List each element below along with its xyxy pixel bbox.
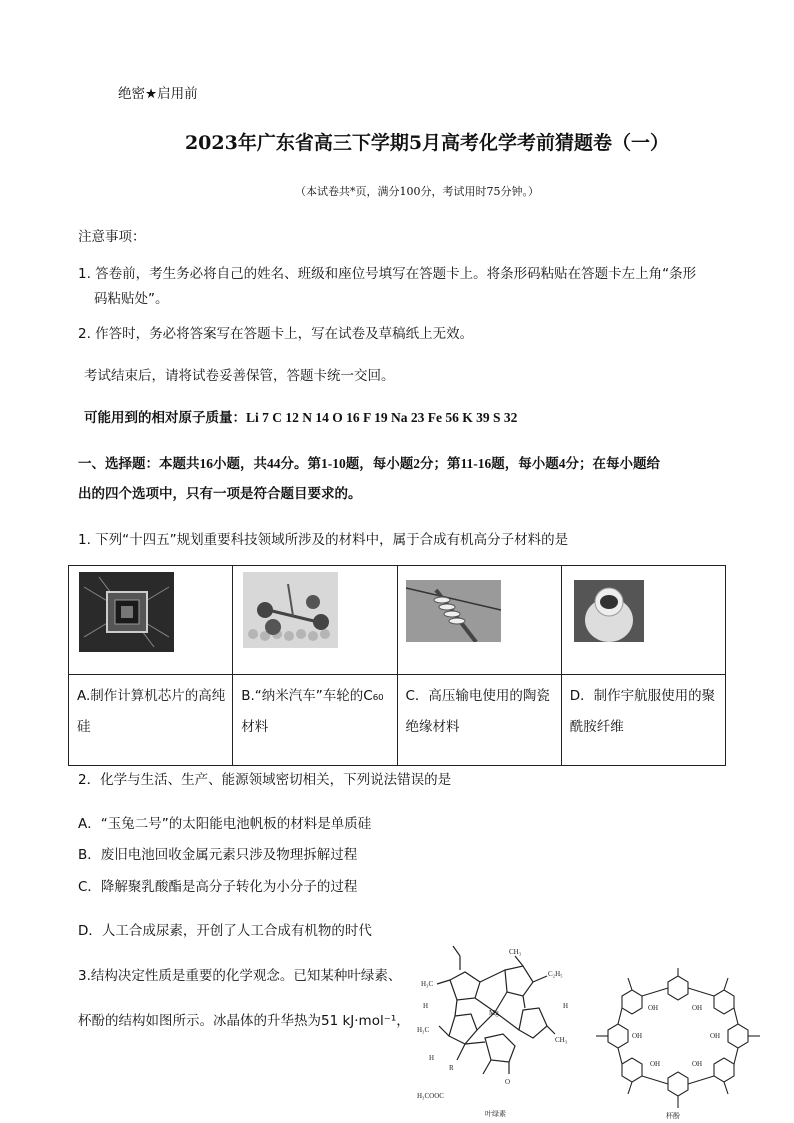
calixarene-structure bbox=[592, 968, 768, 1120]
atomic-masses: 可能用到的相对原子质量：Li 7 C 12 N 14 O 16 F 19 Na 23 Fe 56 K 39 S 32 bbox=[84, 410, 518, 425]
option-a-image-cell bbox=[69, 566, 233, 675]
spacesuit-image bbox=[574, 580, 644, 642]
chlorophyll-structure bbox=[405, 942, 595, 1120]
chl-label-h-right: H bbox=[563, 1002, 569, 1010]
chl-label-h-left: H bbox=[423, 1002, 429, 1010]
chlorophyll-caption: 叶绿素 bbox=[485, 1110, 506, 1118]
calix-oh-2: OH bbox=[692, 1004, 703, 1012]
chl-label-mg: Mg bbox=[489, 1009, 499, 1017]
question-1-stem: 1. 下列“十四五”规划重要科技领域所涉及的材料中，属于合成有机高分子材料的是 bbox=[78, 532, 569, 548]
chl-label-r: R bbox=[449, 1064, 454, 1072]
section-1-line-2: 出的四个选项中，只有一项是符合题目要求的。 bbox=[78, 486, 362, 501]
question-2-option-d: D．人工合成尿素，开创了人工合成有机物的时代 bbox=[78, 923, 372, 939]
option-d: D．制作宇航服使用的聚酰胺纤维 bbox=[561, 675, 725, 766]
chl-label-ch3-low: CH₃ bbox=[555, 1036, 568, 1044]
chl-label-o: O bbox=[505, 1078, 511, 1086]
question-3-line-1: 3.结构决定性质是重要的化学观念。已知某种叶绿素、 bbox=[78, 968, 402, 984]
note-item-1-line-2: 码粘贴处”。 bbox=[94, 291, 169, 307]
notes-heading: 注意事项： bbox=[78, 229, 146, 245]
note-item-1-line-1: 1. 答卷前，考生务必将自己的姓名、班级和座位号填写在答题卡上。将条形码粘贴在答题卡左上角“条形 bbox=[78, 266, 697, 282]
question-2-stem: 2．化学与生活、生产、能源领域密切相关，下列说法错误的是 bbox=[78, 772, 452, 788]
option-b: B.“纳米汽车”车轮的C₆₀材料 bbox=[233, 675, 397, 766]
chl-label-h-low: H bbox=[429, 1054, 435, 1062]
calix-oh-4: OH bbox=[710, 1032, 721, 1040]
nano-car-image bbox=[243, 572, 338, 648]
exam-subtitle: （本试卷共*页，满分100分，考试用时75分钟。） bbox=[295, 185, 539, 198]
exam-title: 2023年广东省高三下学期5月高考化学考前猜题卷（一） bbox=[184, 132, 670, 154]
option-b-image-cell bbox=[233, 566, 397, 675]
option-a: A.制作计算机芯片的高纯硅 bbox=[69, 675, 233, 766]
note-item-3: 考试结束后，请将试卷妥善保管，答题卡统一交回。 bbox=[84, 368, 395, 384]
calix-oh-3: OH bbox=[632, 1032, 643, 1040]
option-c: C．高压输电使用的陶瓷绝缘材料 bbox=[397, 675, 561, 766]
chl-label-h3c-top: H₃C bbox=[421, 980, 434, 988]
question-3-line-2: 杯酚的结构如图所示。冰晶体的升华热为51 kJ·mol⁻¹， bbox=[78, 1013, 410, 1029]
confidential-label: 绝密★启用前 bbox=[118, 86, 198, 102]
question-2-option-a: A．“玉兔二号”的太阳能电池帆板的材料是单质硅 bbox=[78, 816, 372, 832]
calix-oh-5: OH bbox=[650, 1060, 661, 1068]
ceramic-insulator-image bbox=[406, 580, 501, 642]
chl-label-ch3-top: CH₃ bbox=[509, 948, 522, 956]
option-c-image-cell bbox=[397, 566, 561, 675]
question-2-option-c: C．降解聚乳酸酯是高分子转化为小分子的过程 bbox=[78, 879, 358, 895]
note-item-2: 2. 作答时，务必将答案写在答题卡上，写在试卷及草稿纸上无效。 bbox=[78, 326, 474, 342]
computer-chip-image bbox=[79, 572, 174, 652]
chl-label-h3c-low: H₃C bbox=[417, 1026, 430, 1034]
calix-oh-6: OH bbox=[692, 1060, 703, 1068]
question-1-options-table bbox=[68, 565, 726, 766]
calixarene-caption: 杯酚 bbox=[666, 1112, 680, 1120]
option-d-image-cell bbox=[561, 566, 725, 675]
section-1-line-1: 一、选择题：本题共16小题，共44分。第1-10题，每小题2分；第11-16题，每小题4分；在每小题给 bbox=[78, 456, 660, 471]
chl-label-h3cooc: H₃COOC bbox=[417, 1092, 444, 1100]
chl-label-c2h5: C₂H₅ bbox=[548, 970, 563, 978]
calix-oh-1: OH bbox=[648, 1004, 659, 1012]
question-2-option-b: B．废旧电池回收金属元素只涉及物理拆解过程 bbox=[78, 847, 358, 863]
